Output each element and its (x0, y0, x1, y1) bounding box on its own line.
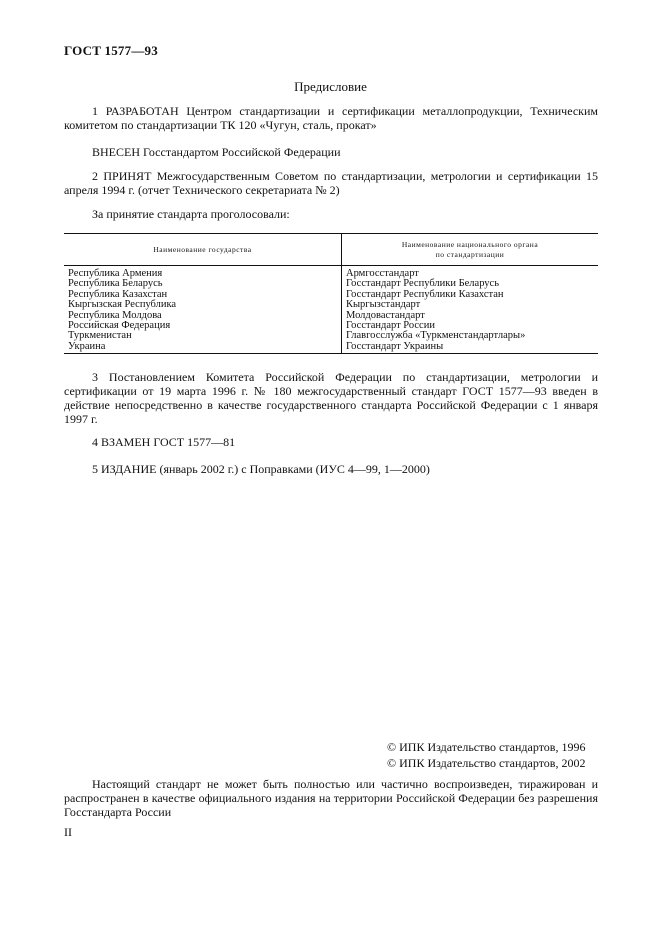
page-number: II (64, 825, 72, 839)
reproduction-notice: Настоящий стандарт не может быть полностью или частично воспроизведен, тиражирован и распространен в качестве официального издания на территории Российской Федерации без разрешения Госстандарта России (64, 777, 598, 819)
preface-title: Предисловие (294, 79, 367, 94)
state-name: Туркменистан (68, 330, 132, 342)
copyright-line-1: © ИПК Издательство стандартов, 1996 (387, 740, 586, 754)
body-list (342, 266, 599, 354)
preface-paragraph-4: 4 ВЗАМЕН ГОСТ 1577—81 (92, 435, 236, 449)
standards-body-name: Главгосслужба «Туркменстандартлары» (346, 330, 526, 342)
col-header-body-line-2: по стандартизации (435, 249, 505, 259)
standards-body-name: Кыргызстандарт (346, 299, 421, 311)
standard-id-header: ГОСТ 1577—93 (64, 43, 158, 58)
col-header-state-text: Наименование государства (153, 244, 252, 254)
state-list (64, 266, 342, 354)
vote-table-row (64, 266, 598, 354)
preface-paragraph-2: 2 ПРИНЯТ Межгосударственным Советом по стандартизации, метрологии и сертификации 15 апреля 1994 г. (отчет Технического секретариата № 2) (64, 169, 598, 197)
standards-body-name: Госстандарт Республики Казахстан (346, 288, 504, 300)
state-name: Украина (68, 340, 106, 352)
preface-paragraph-1: 1 РАЗРАБОТАН Центром стандартизации и сертификации металлопродукции, Техническим комитетом по стандартизации ТК 120 «Чугун, сталь, прокат» (64, 104, 598, 132)
col-header-body (342, 234, 599, 266)
vote-table (64, 233, 598, 354)
standards-body-name: Молдовастандарт (346, 309, 425, 321)
state-name: Кыргызская Республика (68, 299, 177, 311)
standards-body-name: Госстандарт Республики Беларусь (346, 278, 500, 290)
vote-intro: За принятие стандарта проголосовали: (92, 207, 290, 221)
standards-body-name: Армгосстандарт (346, 268, 419, 279)
standards-body-name: Госстандарт Украины (346, 340, 444, 352)
state-name: Республика Молдова (68, 309, 162, 321)
state-name: Республика Казахстан (68, 288, 168, 300)
standards-body-name: Госстандарт России (346, 320, 435, 332)
vote-table-header-row (64, 234, 598, 266)
state-name: Республика Беларусь (68, 278, 163, 290)
copyright-line-2: © ИПК Издательство стандартов, 2002 (387, 756, 586, 770)
col-header-state (64, 234, 342, 266)
state-name: Республика Армения (68, 268, 163, 279)
preface-paragraph-5: 5 ИЗДАНИЕ (январь 2002 г.) с Поправками (ИУС 4—99, 1—2000) (92, 462, 430, 476)
preface-paragraph-3: 3 Постановлением Комитета Российской Федерации по стандартизации, метрологии и сертификации от 19 марта 1996 г. № 180 межгосударственный стандарт ГОСТ 1577—93 введен в действие непосредственно в качестве государственного стандарта Российской Федерации с 1 января 1997 г. (64, 370, 598, 426)
col-header-body-line-1: Наименование национального органа (401, 239, 539, 249)
preface-introduced-by: ВНЕСЕН Госстандартом Российской Федерации (92, 145, 341, 159)
state-name: Российская Федерация (68, 320, 171, 332)
